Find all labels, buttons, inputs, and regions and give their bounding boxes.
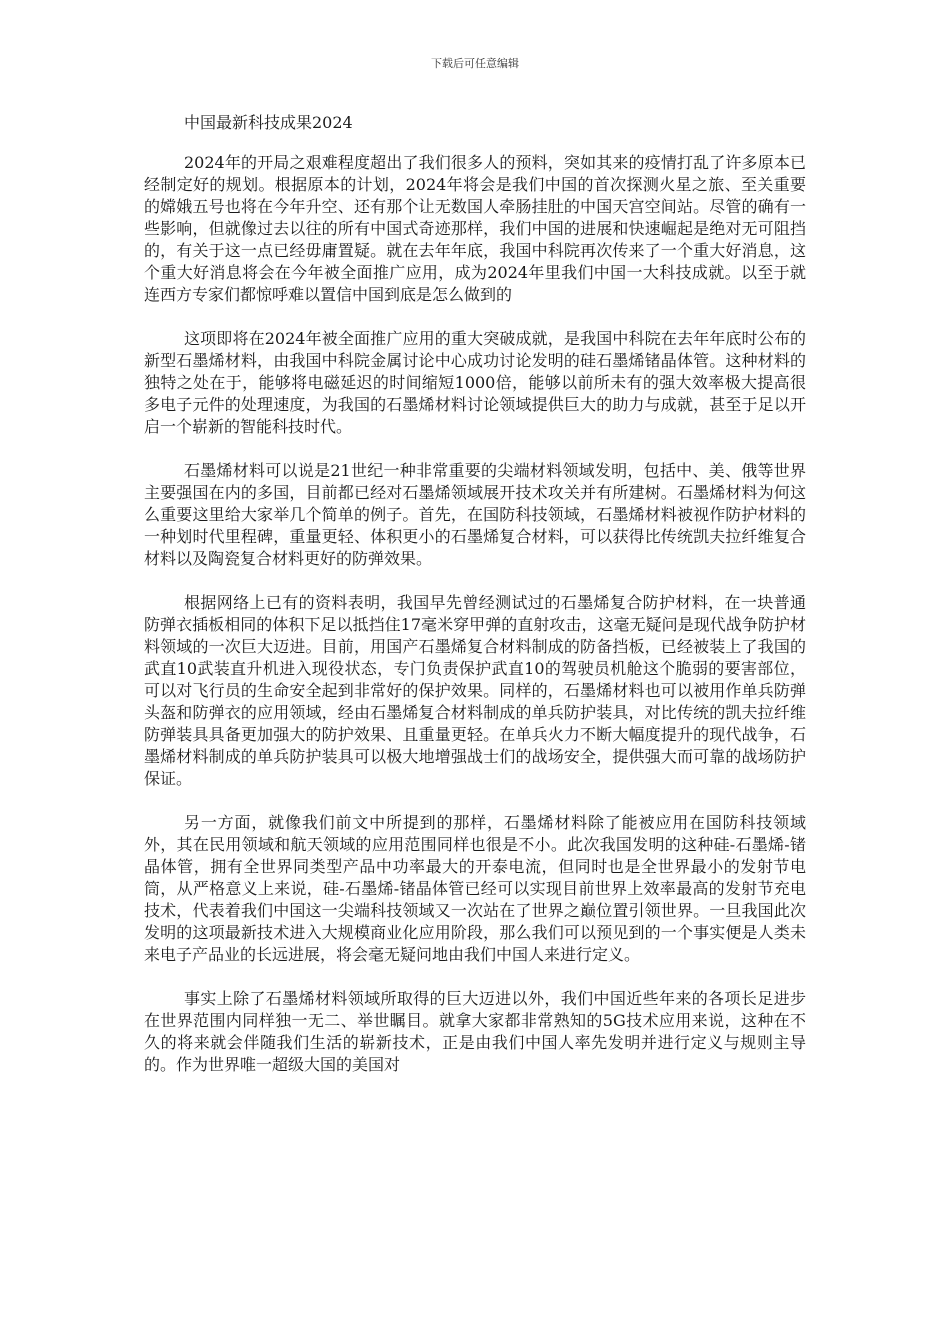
paragraph: 事实上除了石墨烯材料领域所取得的巨大迈进以外，我们中国近些年来的各项长足进步在世界范围内同样独一无二、举世瞩目。就拿大家都非常熟知的5G技术应用来说，这种在不久的将来就会伴随我们生活的崭新技术，正是由我们中国人率先发明并进行定义与规则主导的。作为世界唯一超级大国的美国对 (144, 989, 806, 1074)
header-note: 下载后可任意编辑 (431, 57, 519, 70)
document-body (144, 112, 806, 1098)
paragraph: 另一方面，就像我们前文中所提到的那样，石墨烯材料除了能被应用在国防科技领域外，其在民用领域和航天领域的应用范围同样也很是不小。此次我国发明的这种硅-石墨烯-锗晶体管，拥有全世界同类型产品中功率最大的开泰电流，但同时也是全世界最小的发射节电筒，从严格意义上来说，硅-石墨烯-锗晶体管已经可以实现目前世界上效率最高的发射节充电技术，代表着我们中国这一尖端科技领域又一次站在了世界之巅位置引领世界。一旦我国此次发明的这项最新技术进入大规模商业化应用阶段，那么我们可以预见到的一个事实便是人类未来电子产品业的长远进展，将会毫无疑问地由我们中国人来进行定义。 (144, 813, 806, 964)
paragraph: 2024年的开局之艰难程度超出了我们很多人的预料，突如其来的疫情打乱了许多原本已经制定好的规划。根据原本的计划，2024年将会是我们中国的首次探测火星之旅、至关重要的嫦娥五号也将在今年升空、还有那个让无数国人牵肠挂肚的中国天宫空间站。尽管的确有一些影响，但就像过去以往的所有中国式奇迹那样，我们中国的进展和快速崛起是绝对无可阻挡的，有关于这一点已经毋庸置疑。就在去年年底，我国中科院再次传来了一个重大好消息，这个重大好消息将会在今年被全面推广应用，成为2024年里我们中国一大科技成就。以至于就连西方专家们都惊呼难以置信中国到底是怎么做到的 (144, 153, 806, 304)
document-title: 中国最新科技成果2024 (184, 113, 353, 132)
paragraph: 石墨烯材料可以说是21世纪一种非常重要的尖端材料领域发明，包括中、美、俄等世界主要强国在内的多国，目前都已经对石墨烯领域展开技术攻关并有所建树。石墨烯材料为何这么重要这里给大家举几个简单的例子。首先，在国防科技领域，石墨烯材料被视作防护材料的一种划时代里程碑，重量更轻、体积更小的石墨烯复合材料，可以获得比传统凯夫拉纤维复合材料以及陶瓷复合材料更好的防弹效果。 (144, 461, 806, 568)
paragraph: 根据网络上已有的资料表明，我国早先曾经测试过的石墨烯复合防护材料，在一块普通防弹衣插板相同的体积下足以抵挡住17毫米穿甲弹的直射攻击，这毫无疑问是现代战争防护材料领域的一次巨大迈进。目前，用国产石墨烯复合材料制成的防备挡板，已经被装上了我国的武直10武装直升机进入现役状态，专门负责保护武直10的驾驶员机舱这个脆弱的要害部位，可以对飞行员的生命安全起到非常好的保护效果。同样的，石墨烯材料也可以被用作单兵防弹头盔和防弹衣的应用领域，经由石墨烯复合材料制成的单兵防护装具，对比传统的凯夫拉纤维防弹装具具备更加强大的防护效果、且重量更轻。在单兵火力不断大幅度提升的现代战争，石墨烯材料制成的单兵防护装具可以极大地增强战士们的战场安全，提供强大而可靠的战场防护保证。 (144, 593, 806, 788)
paragraph: 这项即将在2024年被全面推广应用的重大突破成就，是我国中科院在去年年底时公布的新型石墨烯材料，由我国中科院金属讨论中心成功讨论发明的硅石墨烯锗晶体管。这种材料的独特之处在于，能够将电磁延迟的时间缩短1000倍，能够以前所未有的强大效率极大提高很多电子元件的处理速度，为我国的石墨烯材料讨论领域提供巨大的助力与成就，甚至于足以开启一个崭新的智能科技时代。 (144, 329, 806, 436)
